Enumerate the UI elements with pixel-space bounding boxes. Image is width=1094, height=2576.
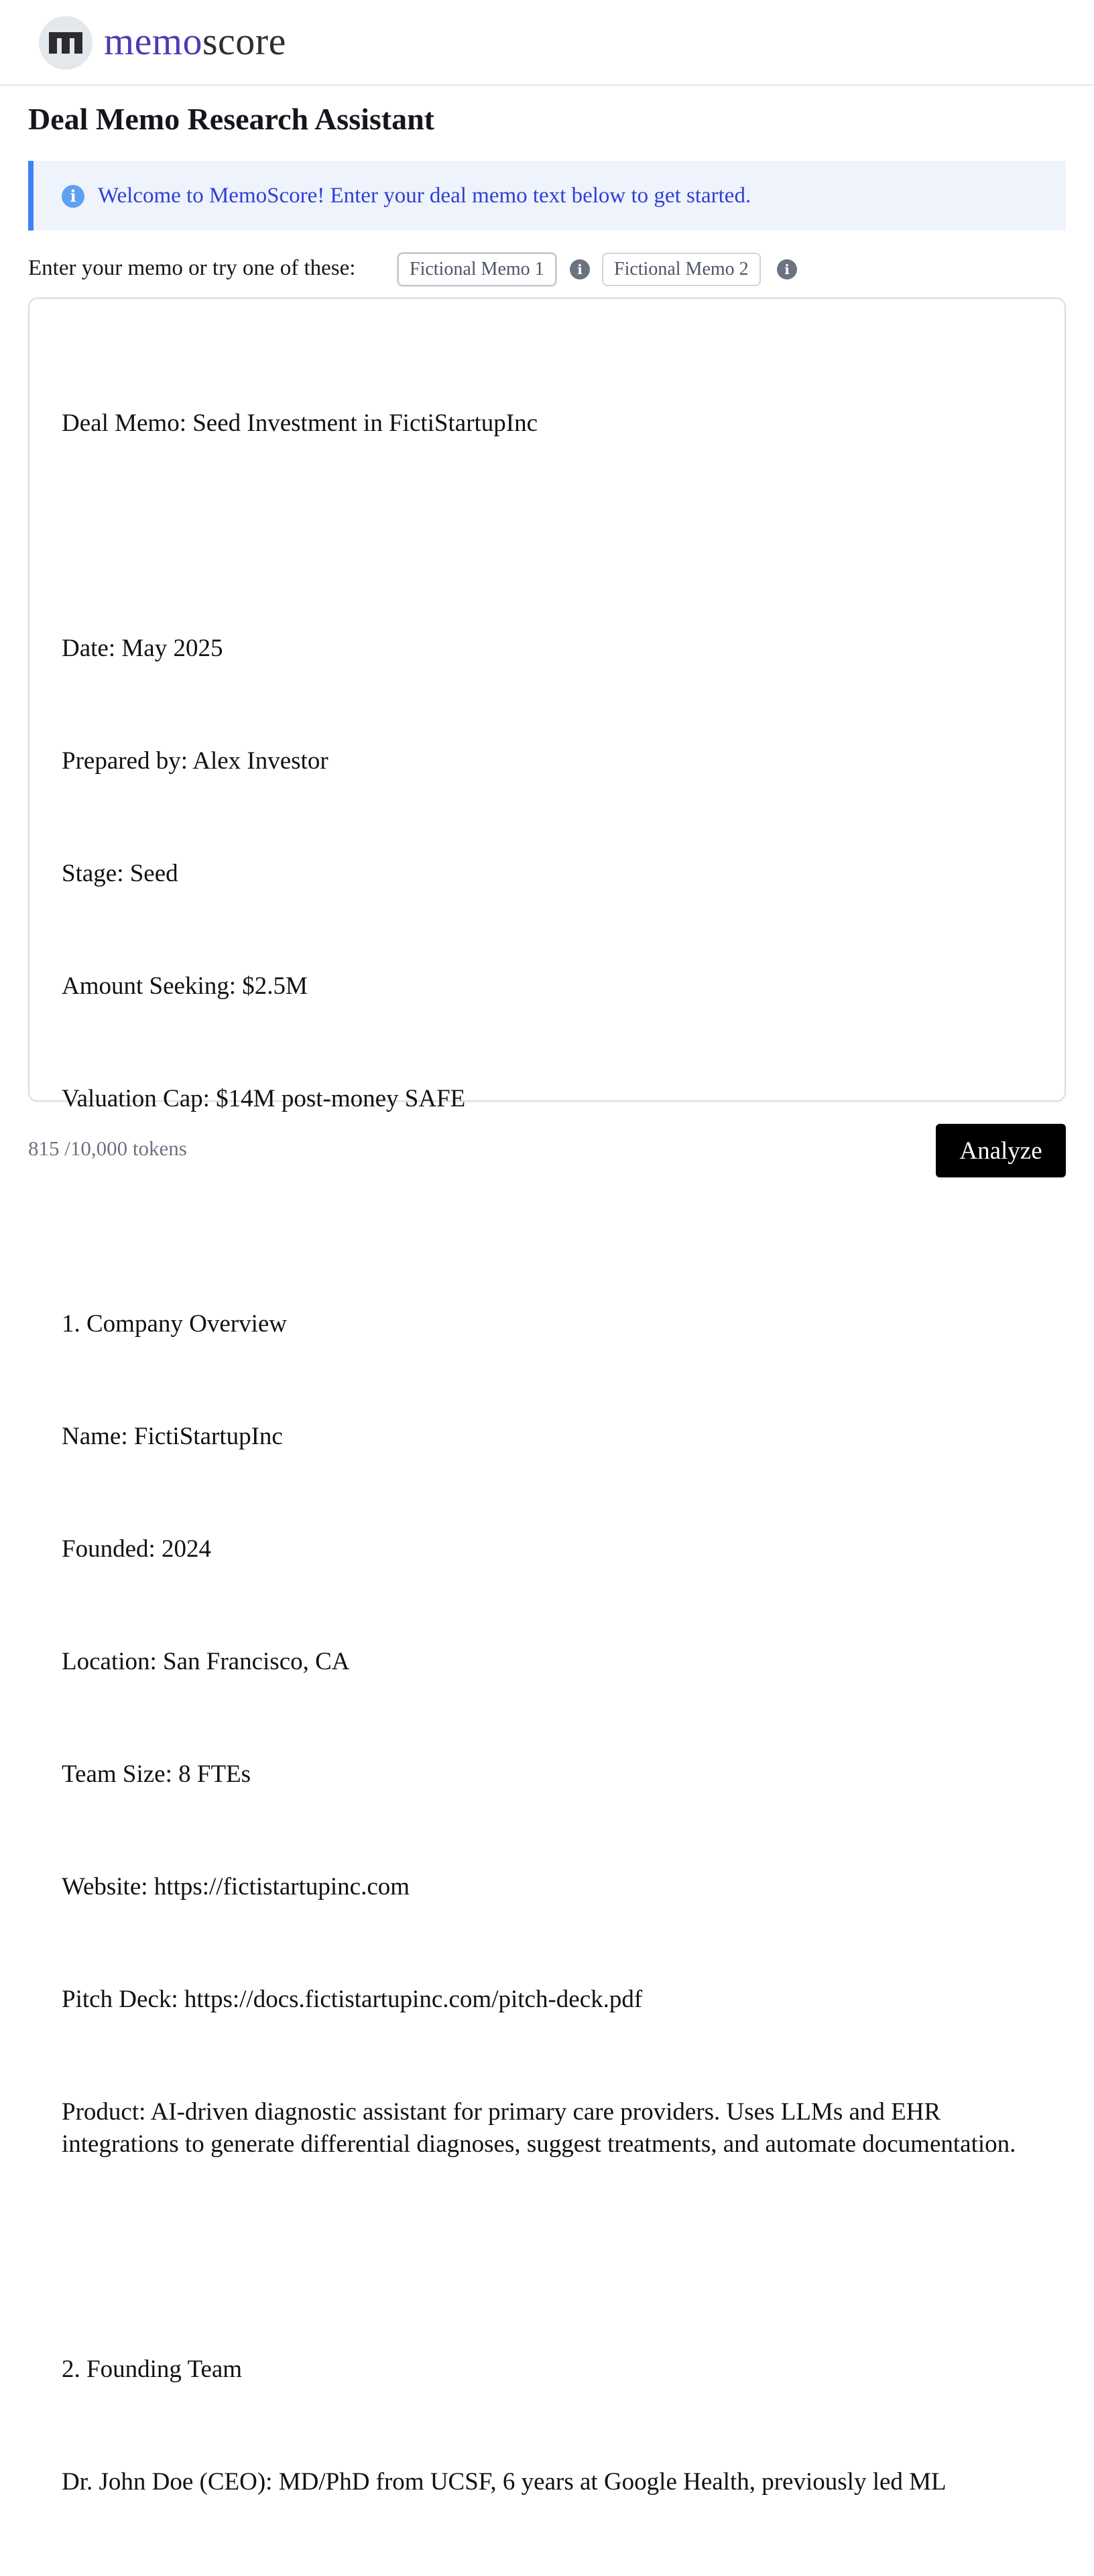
memo-line: Pitch Deck: https://docs.fictistartupinc.com/pitch-deck.pdf <box>62 1986 643 2013</box>
memo-line <box>62 2238 1040 2276</box>
memo-1-info-icon[interactable]: i <box>570 259 590 279</box>
app-header <box>0 0 1094 86</box>
memo-line: 1. Company Overview <box>62 1310 288 1338</box>
memo-line: Founded: 2024 <box>62 1535 212 1563</box>
memo-line: Amount Seeking: $2.5M <box>62 972 308 1000</box>
memo-text-content[interactable] <box>62 330 1040 2576</box>
memo-line: Valuation Cap: $14M post-money SAFE <box>62 1085 466 1112</box>
m-logo-icon[interactable] <box>39 16 93 70</box>
memo-line: Product: AI-driven diagnostic assistant for primary care providers. Uses LLMs and EHR integrations to generate differential diagnoses, suggest treatments, and automate documentation. <box>62 2098 1016 2158</box>
memo-2-info-icon[interactable]: i <box>777 259 797 279</box>
page-title: Deal Memo Research Assistant <box>28 102 434 136</box>
memo-line: Name: FictiStartupInc <box>62 1423 283 1450</box>
memo-line: Deal Memo: Seed Investment in FictiStartupInc <box>62 409 538 437</box>
memo-line: Date: May 2025 <box>62 635 223 662</box>
memo-line: Dr. John Doe (CEO): MD/PhD from UCSF, 6 years at Google Health, previously led ML <box>62 2468 947 2496</box>
wordmark-score: score <box>202 19 286 63</box>
wordmark-memo: memo <box>104 19 202 63</box>
memo-line: 2. Founding Team <box>62 2356 243 2383</box>
banner-text: Welcome to MemoScore! Enter your deal memo text below to get started. <box>98 184 751 208</box>
memo-line <box>62 1193 1040 1230</box>
examples-label: Enter your memo or try one of these: <box>28 256 356 280</box>
welcome-banner <box>28 161 1066 231</box>
memo-line: Prepared by: Alex Investor <box>62 747 328 775</box>
brand-wordmark[interactable] <box>104 16 286 67</box>
fictional-memo-2-button[interactable]: Fictional Memo 2 <box>602 253 761 286</box>
memo-line: Stage: Seed <box>62 860 178 887</box>
info-icon: i <box>62 185 84 208</box>
memo-line: Team Size: 8 FTEs <box>62 1760 251 1788</box>
analyze-button[interactable]: Analyze <box>936 1124 1066 1177</box>
fictional-memo-1-button[interactable]: Fictional Memo 1 <box>398 253 556 286</box>
memo-line <box>62 517 1040 555</box>
m-logo-glyph <box>49 32 82 54</box>
memo-line: Website: https://fictistartupinc.com <box>62 1873 410 1901</box>
token-count: 815 /10,000 tokens <box>28 1137 187 1160</box>
memo-line: Location: San Francisco, CA <box>62 1648 350 1675</box>
